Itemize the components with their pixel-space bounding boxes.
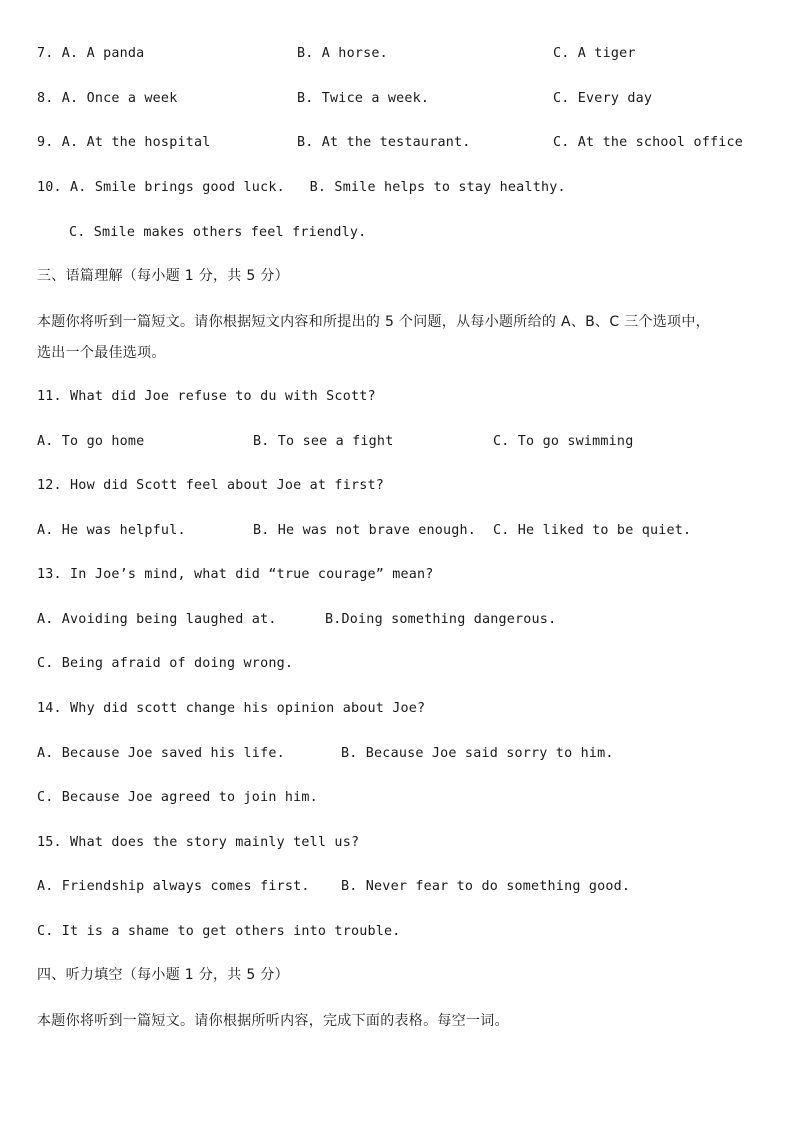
q8-option-a: 8. A. Once a week xyxy=(37,91,178,106)
q7-option-c: C. A tiger xyxy=(553,46,636,61)
q12-option-a: A. He was helpful. xyxy=(37,523,186,538)
section4-instructions: 本题你将听到一篇短文。请你根据所听内容，完成下面的表格。每空一词。 xyxy=(37,1013,509,1029)
q15-option-a: A. Friendship always comes first. xyxy=(37,879,310,894)
q13-question: 13. In Joe’s mind, what did “true courage” mean? xyxy=(37,567,434,582)
q14-option-a: A. Because Joe saved his life. xyxy=(37,746,285,761)
section3-instructions-line1: 本题你将听到一篇短文。请你根据短文内容和所提出的 5 个问题，从每小题所给的 A、B、C 三个选项中， xyxy=(37,314,710,330)
q11-option-a: A. To go home xyxy=(37,434,145,449)
q15-option-c: C. It is a shame to get others into trouble. xyxy=(37,924,401,939)
q7-option-b: B. A horse. xyxy=(297,46,388,61)
q9-option-c: C. At the school office xyxy=(553,135,744,150)
q14-option-c: C. Because Joe agreed to join him. xyxy=(37,790,318,805)
section4-title: 四、听力填空（每小题 1 分，共 5 分） xyxy=(37,967,289,983)
q9-option-a: 9. A. At the hospital xyxy=(37,135,211,150)
section3-instructions-line2: 选出一个最佳选项。 xyxy=(37,345,166,361)
q9-option-b: B. At the testaurant. xyxy=(297,135,471,150)
q14-option-b: B. Because Joe said sorry to him. xyxy=(341,746,614,761)
q12-option-c: C. He liked to be quiet. xyxy=(493,523,692,538)
q13-option-c: C. Being afraid of doing wrong. xyxy=(37,656,294,671)
q15-question: 15. What does the story mainly tell us? xyxy=(37,835,360,850)
q11-option-b: B. To see a fight xyxy=(253,434,394,449)
q13-option-a: A. Avoiding being laughed at. xyxy=(37,612,277,627)
q8-option-c: C. Every day xyxy=(553,91,653,106)
q15-option-b: B. Never fear to do something good. xyxy=(341,879,631,894)
q10-options-line1: 10. A. Smile brings good luck. B. Smile helps to stay healthy. xyxy=(37,180,566,195)
q7-option-a: 7. A. A panda xyxy=(37,46,145,61)
q14-question: 14. Why did scott change his opinion about Joe? xyxy=(37,701,426,716)
q11-option-c: C. To go swimming xyxy=(493,434,634,449)
q12-question: 12. How did Scott feel about Joe at first? xyxy=(37,478,384,493)
q10-option-c: C. Smile makes others feel friendly. xyxy=(69,225,367,240)
q12-option-b: B. He was not brave enough. xyxy=(253,523,477,538)
q11-question: 11. What did Joe refuse to du with Scott? xyxy=(37,389,376,404)
section3-title: 三、语篇理解（每小题 1 分，共 5 分） xyxy=(37,268,289,284)
q8-option-b: B. Twice a week. xyxy=(297,91,430,106)
q13-option-b: B.Doing something dangerous. xyxy=(325,612,557,627)
